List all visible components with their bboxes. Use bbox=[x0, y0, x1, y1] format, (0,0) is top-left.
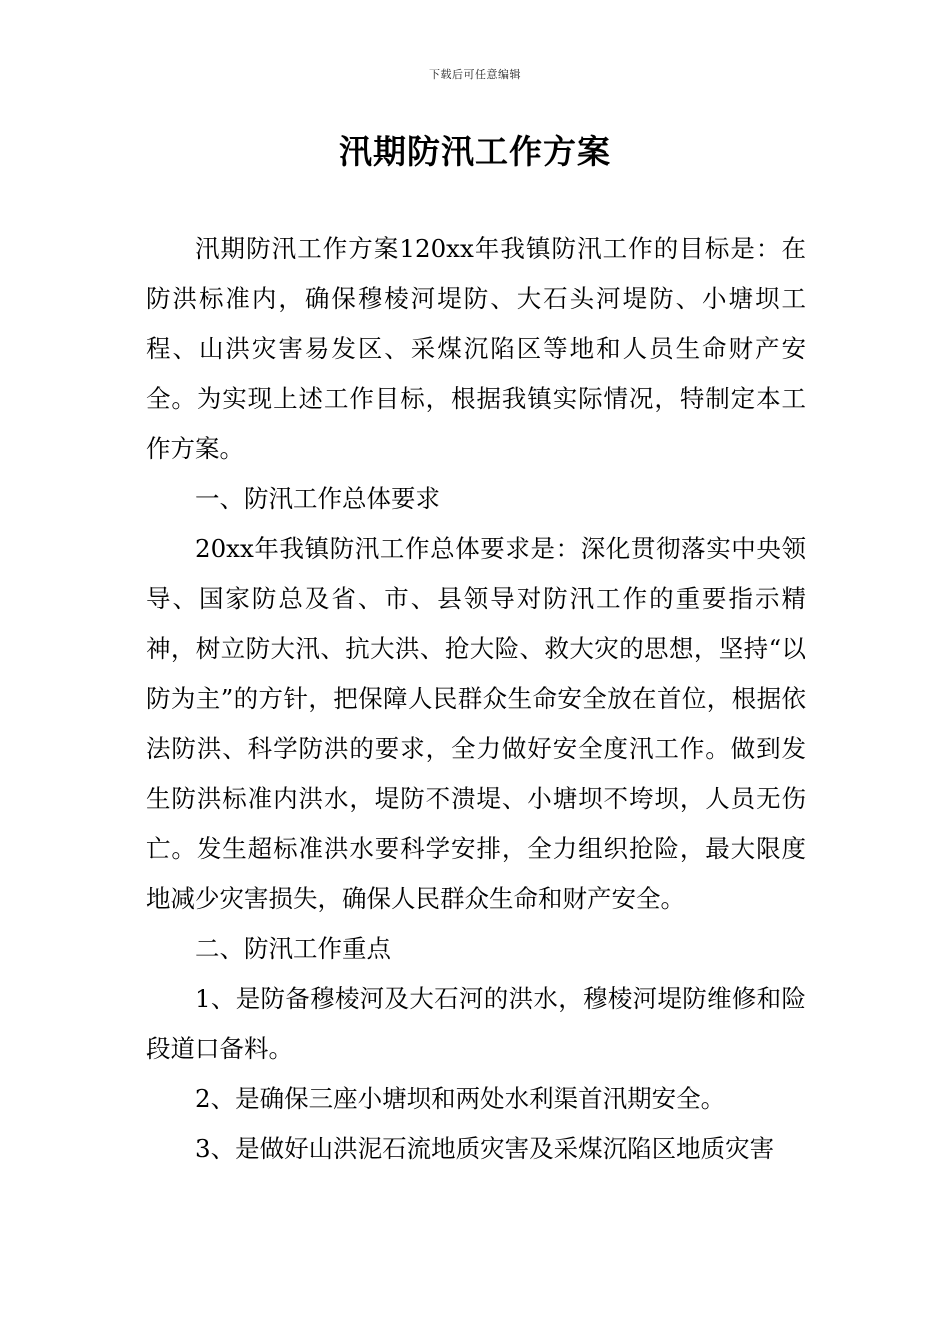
document-title: 汛期防汛工作方案 bbox=[339, 132, 611, 171]
document-body bbox=[146, 224, 806, 1174]
paragraph-requirements: 20xx年我镇防汛工作总体要求是：深化贯彻落实中央领导、国家防总及省、市、县领导对防汛工作的重要指示精神，树立防大汛、抗大洪、抢大险、救大灾的思想，坚持“以防为主”的方针，把保障人民群众生命安全放在首位，根据依法防洪、科学防洪的要求，全力做好安全度汛工作。做到发生防洪标准内洪水，堤防不溃堤、小塘坝不垮坝，人员无伤亡。发生超标准洪水要科学安排，全力组织抢险，最大限度地减少灾害损失，确保人民群众生命和财产安全。 bbox=[146, 534, 806, 913]
paragraph-intro: 汛期防汛工作方案120xx年我镇防汛工作的目标是：在防洪标准内，确保穆棱河堤防、大石头河堤防、小塘坝工程、山洪灾害易发区、采煤沉陷区等地和人员生命财产安全。为实现上述工作目标，根据我镇实际情况，特制定本工作方案。 bbox=[146, 234, 806, 463]
list-item-2: 2、是确保三座小塘坝和两处水利渠首汛期安全。 bbox=[195, 1084, 726, 1113]
section-heading-1: 一、防汛工作总体要求 bbox=[195, 484, 440, 513]
list-item-3: 3、是做好山洪泥石流地质灾害及采煤沉陷区地质灾害 bbox=[195, 1134, 775, 1163]
section-heading-2: 二、防汛工作重点 bbox=[195, 934, 391, 963]
list-item-1: 1、是防备穆棱河及大石河的洪水，穆棱河堤防维修和险段道口备料。 bbox=[146, 984, 806, 1063]
header-note: 下载后可任意编辑 bbox=[429, 68, 521, 81]
